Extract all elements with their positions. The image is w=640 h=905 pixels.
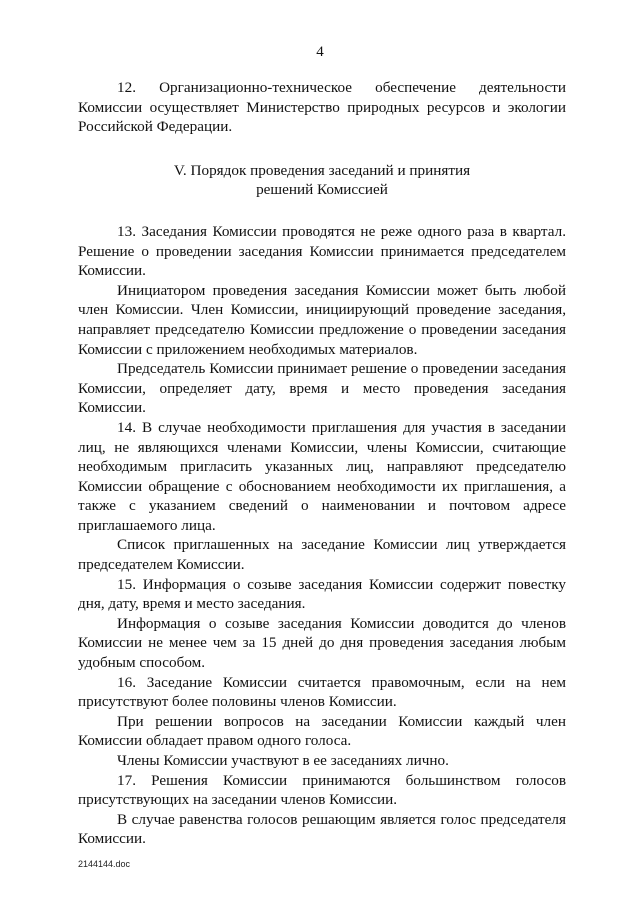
- footer-file-name: 2144144.doc: [78, 859, 131, 869]
- paragraph: Председатель Комиссии принимает решение о проведении заседания Комиссии, определяет дату, время и место проведения заседания Комиссии.: [78, 360, 566, 417]
- section-heading-line1: V. Порядок проведения заседаний и принятия: [173, 161, 471, 179]
- paragraph: В случае равенства голосов решающим является голос председателя Комиссии.: [78, 810, 566, 848]
- paragraph: При решении вопросов на заседании Комиссии каждый член Комиссии обладает правом одного голоса.: [78, 712, 566, 750]
- document-body: [78, 78, 566, 849]
- section-heading: [78, 161, 566, 200]
- paragraph-12: 12. Организационно-техническое обеспечение деятельности Комиссии осуществляет Министерство природных ресурсов и экологии Российской Федерации.: [78, 79, 566, 136]
- page-number: 4: [316, 44, 324, 60]
- paragraph: Инициатором проведения заседания Комиссии может быть любой член Комиссии. Член Комиссии, инициирующий проведение заседания, направляет председателю Комиссии предложение о проведении заседания Комиссии с приложением необходимых материалов.: [78, 281, 566, 358]
- section-heading-line2: решений Комиссией: [256, 181, 388, 199]
- paragraph-17: 17. Решения Комиссии принимаются большинством голосов присутствующих на заседании членов Комиссии.: [78, 771, 566, 809]
- paragraph-13: 13. Заседания Комиссии проводятся не реже одного раза в квартал. Решение о проведении заседания Комиссии принимается председателем Комиссии.: [78, 222, 566, 280]
- paragraph-15: 15. Информация о созыве заседания Комиссии содержит повестку дня, дату, время и место заседания.: [78, 575, 566, 613]
- paragraph: Список приглашенных на заседание Комиссии лиц утверждается председателем Комиссии.: [78, 536, 566, 574]
- paragraph-16: 16. Заседание Комиссии считается правомочным, если на нем присутствуют более половины членов Комиссии.: [78, 673, 566, 711]
- paragraph: Члены Комиссии участвуют в ее заседаниях лично.: [117, 752, 449, 769]
- paragraph-14: 14. В случае необходимости приглашения для участия в заседании лиц, не являющихся членами Комиссии, члены Комиссии, считающие необходимым пригласить указанных лиц, направляют председателю Комиссии обращение с обоснованием необходимости их приглашения, а также с указанием сведений о наименовании и почтовом адресе приглашаемого лица.: [78, 418, 566, 534]
- paragraph: Информация о созыве заседания Комиссии доводится до членов Комиссии не менее чем за 15 дней до дня проведения заседания любым удобным способом.: [78, 614, 566, 672]
